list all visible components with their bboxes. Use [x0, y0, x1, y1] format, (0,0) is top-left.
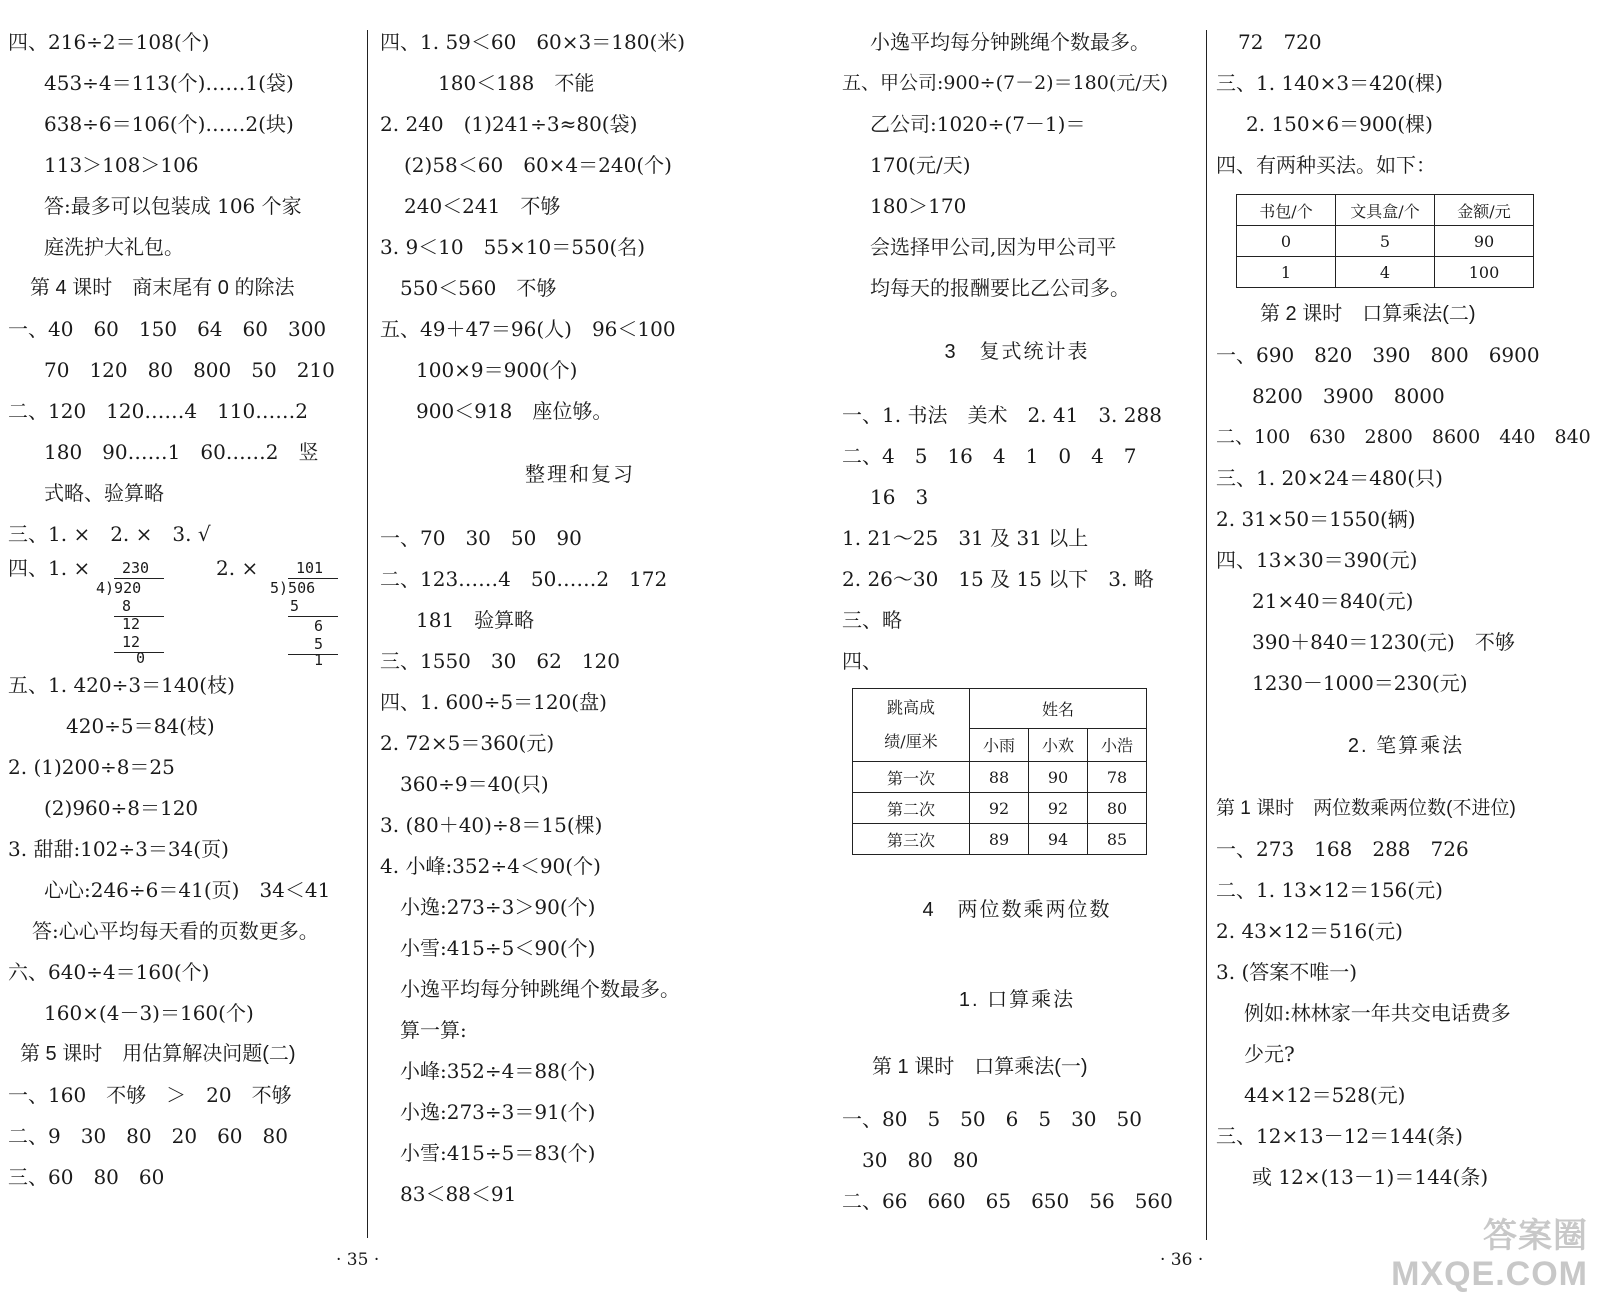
- answer-line: 小逸平均每分钟跳绳个数最多。: [870, 30, 1150, 54]
- answer-line: 二、66 660 65 650 56 560: [842, 1189, 1173, 1213]
- table-row: [853, 762, 1147, 793]
- answer-line: 二、4 5 16 4 1 0 4 7: [842, 444, 1137, 468]
- table-row: [1237, 257, 1534, 288]
- answer-line: 3. 甜甜:102÷3＝34(页): [8, 837, 229, 861]
- answer-line: 算一算:: [400, 1018, 467, 1042]
- answer-line: 一、160 不够 ＞ 20 不够: [8, 1083, 292, 1107]
- table-cell: 5: [1336, 226, 1435, 257]
- answer-line: 30 80 80: [862, 1148, 979, 1172]
- answer-line: 2. 26～30 15 及 15 以下 3. 略: [842, 567, 1154, 591]
- watermark-url: MXQE.COM: [1391, 1255, 1588, 1293]
- answer-line: 少元?: [1244, 1042, 1295, 1066]
- answer-line: 小逸:273÷3＞90(个): [400, 895, 596, 919]
- answer-line: 3. (答案不唯一): [1216, 960, 1358, 984]
- lesson-heading: 第 5 课时 用估算解决问题(二): [20, 1043, 296, 1065]
- answer-line: 五、49＋47＝96(人) 96＜100: [380, 317, 676, 341]
- answer-line: 一、690 820 390 800 6900: [1216, 343, 1540, 367]
- column-divider: [367, 30, 368, 1238]
- header-text: 跳高成: [886, 698, 935, 717]
- long-division-block: [8, 555, 358, 669]
- answer-line: 一、273 168 288 726: [1216, 837, 1469, 861]
- answer-line: 2. 31×50＝1550(辆): [1216, 507, 1416, 531]
- column-divider: [1206, 30, 1207, 1240]
- dividend: 5)506: [270, 579, 316, 597]
- answer-line: 四、216÷2＝108(个): [8, 30, 210, 54]
- answer-line: 1230－1000＝230(元): [1252, 671, 1468, 695]
- section-title: 整理和复习: [525, 464, 635, 486]
- answer-line: 100×9＝900(个): [416, 358, 578, 382]
- answer-line: 453÷4＝113(个)……1(袋): [44, 71, 294, 95]
- long-division-2: [270, 559, 340, 669]
- quotient: 230: [122, 559, 150, 577]
- header-text: 绩/厘米: [884, 732, 938, 751]
- table-row: [853, 824, 1147, 855]
- step: 5: [290, 597, 300, 615]
- answer-line: 六、640÷4＝160(个): [8, 960, 210, 984]
- answer-line: 小逸平均每分钟跳绳个数最多。: [400, 977, 680, 1001]
- answer-line: 113＞108＞106: [44, 153, 199, 177]
- answer-line: 答:最多可以包装成 106 个家: [44, 194, 302, 218]
- answer-line: 心心:246÷6＝41(页) 34＜41: [44, 878, 331, 902]
- table-cell: 0: [1237, 226, 1336, 257]
- step: 12: [122, 633, 141, 651]
- table-header: 文具盒/个: [1336, 195, 1435, 226]
- answer-line: 五、1. 420÷3＝140(枝): [8, 673, 235, 697]
- answer-line: 二、1. 13×12＝156(元): [1216, 878, 1443, 902]
- answer-line: 小雪:415÷5＜90(个): [400, 936, 596, 960]
- answer-line: 二、120 120……4 110……2: [8, 399, 308, 423]
- page-number-left: · 35 ·: [336, 1250, 380, 1270]
- answer-line: 会选择甲公司,因为甲公司平: [870, 235, 1117, 259]
- answer-line: 三、1. 140×3＝420(棵): [1216, 71, 1443, 95]
- answer-line: 三、1. × 2. × 3. √: [8, 522, 211, 546]
- answer-line: 二、100 630 2800 8600 440 840: [1216, 426, 1591, 448]
- table-cell: 85: [1088, 824, 1147, 855]
- answer-line: 420÷5＝84(枝): [66, 714, 215, 738]
- answer-column-4: [1216, 22, 1596, 1198]
- answer-line: (2)58＜60 60×4＝240(个): [404, 153, 672, 177]
- answer-column-1: [8, 22, 358, 1198]
- table-cell: 94: [1029, 824, 1088, 855]
- answer-line: 一、70 30 50 90: [380, 526, 582, 550]
- answer-column-2: [380, 22, 780, 1215]
- lesson-heading: 第 1 课时 口算乘法(一): [872, 1056, 1088, 1078]
- remainder: 1: [314, 651, 324, 669]
- table-cell: 90: [1435, 226, 1534, 257]
- answer-line: 三、1. 20×24＝480(只): [1216, 466, 1443, 490]
- table-header: 姓名: [970, 689, 1147, 729]
- table-cell: 第二次: [853, 793, 970, 824]
- answer-line: 900＜918 座位够。: [416, 399, 613, 423]
- answer-line: 式略、验算略: [44, 481, 164, 505]
- table-row: [853, 793, 1147, 824]
- answer-line: 180＞170: [870, 194, 967, 218]
- answer-line: 360÷9＝40(只): [400, 772, 549, 796]
- answer-line: 小逸:273÷3＝91(个): [400, 1100, 596, 1124]
- lesson-heading: 第 1 课时 两位数乘两位数(不进位): [1216, 798, 1516, 819]
- answer-line: 70 120 80 800 50 210: [44, 358, 335, 382]
- table-cell: 92: [1029, 793, 1088, 824]
- section-title: 3 复式统计表: [944, 341, 1090, 363]
- watermark-text: 答案圈: [1483, 1217, 1588, 1255]
- answer-line: (2)960÷8＝120: [44, 796, 199, 820]
- answer-line: 三、60 80 60: [8, 1165, 165, 1189]
- table-cell: 89: [970, 824, 1029, 855]
- answer-line: 2. 240 (1)241÷3≈80(袋): [380, 112, 638, 136]
- answer-line: 4. 小峰:352÷4＜90(个): [380, 854, 601, 878]
- answer-line: 180＜188 不能: [438, 71, 595, 95]
- answer-line: 16 3: [870, 485, 929, 509]
- table-cell: 第一次: [853, 762, 970, 793]
- answer-line: 3. (80＋40)÷8＝15(棵): [380, 813, 603, 837]
- answer-line: 3. 9＜10 55×10＝550(名): [380, 235, 646, 259]
- answer-line: 三、略: [842, 608, 902, 632]
- table-cell: 4: [1336, 257, 1435, 288]
- step: 6: [314, 617, 324, 635]
- answer-line: 240＜241 不够: [404, 194, 561, 218]
- lesson-heading: 第 4 课时 商末尾有 0 的除法: [30, 277, 295, 299]
- table-cell: 90: [1029, 762, 1088, 793]
- table-row: [1237, 226, 1534, 257]
- answer-line: 四、有两种买法。如下：: [1216, 153, 1436, 177]
- answer-line: 83＜88＜91: [400, 1182, 517, 1206]
- table-cell: 92: [970, 793, 1029, 824]
- answer-line: 二、9 30 80 20 60 80: [8, 1124, 288, 1148]
- answer-line: 或 12×(13－1)＝144(条): [1252, 1165, 1489, 1189]
- answer-line: 小峰:352÷4＝88(个): [400, 1059, 596, 1083]
- answer-line: 二、123……4 50……2 172: [380, 567, 668, 591]
- step: 8: [122, 597, 132, 615]
- division-rule: [288, 654, 338, 655]
- lesson-heading: 第 2 课时 口算乘法(二): [1260, 303, 1476, 325]
- table-cell: 78: [1088, 762, 1147, 793]
- answer-line: 乙公司:1020÷(7－1)＝: [870, 112, 1086, 136]
- answer-line: 638÷6＝106(个)……2(块): [44, 112, 294, 136]
- remainder: 0: [136, 649, 146, 667]
- quotient: 101: [296, 559, 324, 577]
- subsection-title: 2. 笔算乘法: [1347, 735, 1465, 757]
- long-division-1: [96, 559, 166, 667]
- answer-line: 1. 21～25 31 及 31 以上: [842, 526, 1089, 550]
- answer-label: 2. ×: [216, 556, 259, 580]
- table-corner-header: [853, 689, 970, 762]
- answer-line: 8200 3900 8000: [1252, 384, 1445, 408]
- division-rule: [288, 616, 338, 617]
- answer-line: 160×(4－3)＝160(个): [44, 1001, 254, 1025]
- table-header: 小浩: [1088, 728, 1147, 761]
- answer-line: 三、1550 30 62 120: [380, 649, 620, 673]
- answer-line: 一、80 5 50 6 5 30 50: [842, 1107, 1142, 1131]
- table-cell: 80: [1088, 793, 1147, 824]
- answer-line: 均每天的报酬要比乙公司多。: [870, 276, 1130, 300]
- answer-line: 21×40＝840(元): [1252, 589, 1414, 613]
- site-watermark: [1391, 1217, 1588, 1293]
- table-cell: 100: [1435, 257, 1534, 288]
- table-header: 小欢: [1029, 728, 1088, 761]
- answer-line: 44×12＝528(元): [1244, 1083, 1406, 1107]
- step: 5: [314, 635, 324, 653]
- answer-line: 四、13×30＝390(元): [1216, 548, 1418, 572]
- purchase-table: [1236, 194, 1534, 288]
- table-cell: 88: [970, 762, 1029, 793]
- answer-line: 例如:林林家一年共交电话费多: [1244, 1001, 1511, 1025]
- answer-line: 小雪:415÷5＝83(个): [400, 1141, 596, 1165]
- answer-line: 2. 72×5＝360(元): [380, 731, 555, 755]
- table-cell: 1: [1237, 257, 1336, 288]
- answer-line: 一、40 60 150 64 60 300: [8, 317, 327, 341]
- answer-line: 2. (1)200÷8＝25: [8, 755, 175, 779]
- score-table: [852, 688, 1147, 855]
- answer-label: 四、1. ×: [8, 556, 91, 580]
- answer-line: 550＜560 不够: [400, 276, 557, 300]
- page-number-right: · 36 ·: [1160, 1250, 1204, 1270]
- table-header: 金额/元: [1435, 195, 1534, 226]
- answer-line: 72 720: [1238, 30, 1322, 54]
- section-title: 4 两位数乘两位数: [922, 899, 1112, 921]
- answer-line: 四、: [842, 649, 882, 673]
- answer-line: 三、12×13－12＝144(条): [1216, 1124, 1463, 1148]
- answer-line: 180 90……1 60……2 竖: [44, 440, 319, 464]
- answer-line: 答:心心平均每天看的页数更多。: [32, 919, 319, 943]
- answer-line: 170(元/天): [870, 153, 971, 177]
- answer-line: 一、1. 书法 美术 2. 41 3. 288: [842, 403, 1162, 427]
- answer-line: 四、1. 59＜60 60×3＝180(米): [380, 30, 686, 54]
- answer-line: 五、甲公司:900÷(7－2)＝180(元/天): [842, 72, 1169, 94]
- step: 12: [122, 615, 141, 633]
- answer-line: 四、1. 600÷5＝120(盘): [380, 690, 607, 714]
- table-header: 书包/个: [1237, 195, 1336, 226]
- subsection-title: 1. 口算乘法: [958, 989, 1076, 1011]
- table-cell: 第三次: [853, 824, 970, 855]
- answer-line: 2. 150×6＝900(棵): [1246, 112, 1433, 136]
- answer-line: 390＋840＝1230(元) 不够: [1252, 630, 1515, 654]
- answer-line: 2. 43×12＝516(元): [1216, 919, 1403, 943]
- dividend: 4)920: [96, 579, 142, 597]
- answer-line: 庭洗护大礼包。: [44, 235, 184, 259]
- answer-line: 181 验算略: [416, 608, 535, 632]
- answer-column-3: [842, 22, 1192, 1222]
- table-header: 小雨: [970, 728, 1029, 761]
